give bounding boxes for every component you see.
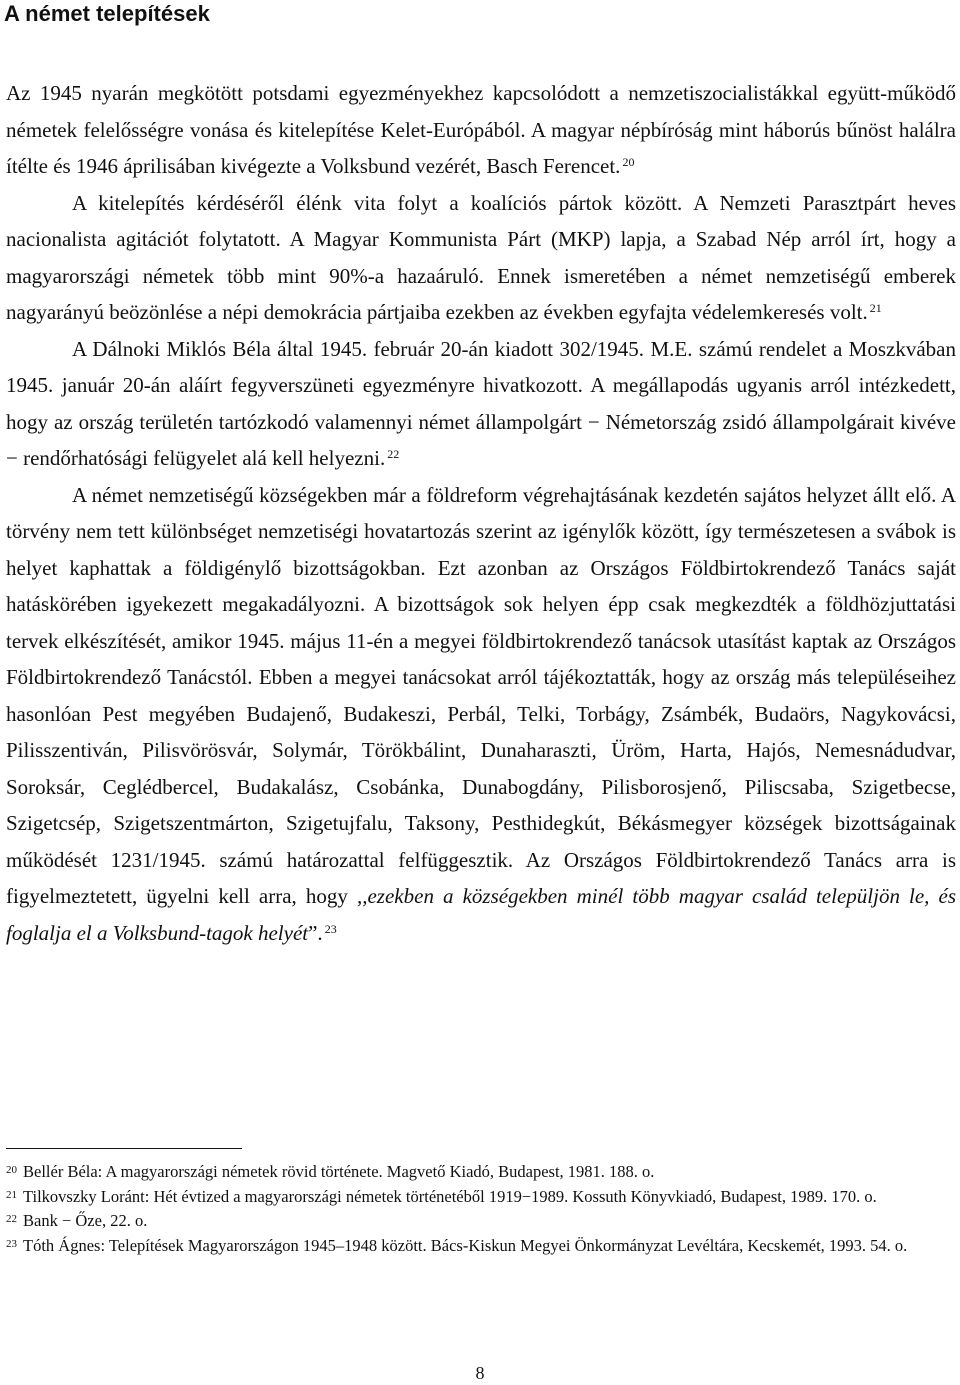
- paragraph-3-text: A Dálnoki Miklós Béla által 1945. február 20-án kiadott 302/1945. M.E. számú rendelet a Moszkvában 1945. január 20-án aláírt fegyverszüneti egyezményre hivatkozott. A megállapodás ugyanis arról intézkedett, hogy az ország területén tartózkodó valamennyi német állampolgárt − Németország zsidó állampolgárait kivéve − rendőrhatósági felügyelet alá kell helyezni.: [6, 336, 956, 470]
- paragraph-4-text: A német nemzetiségű községekben már a földreform végrehajtásának kezdetén sajátos helyzet állt elő. A törvény nem tett különbséget nemzetiségi hovatartozás szerint az igénylők között, így természetesen a svábok is helyet kaphattak a földigénylő bizottságokban. Ezt azonban az Országos Földbirtokrendező Tanács saját hatáskörében igyekezett megakadályozni. A bizottságok sok helyen épp csak megkezdték a földhözjuttatási tervek elkészítését, amikor 1945. május 11-én a megyei földbirtokrendező tanácsok utasítást kaptak az Országos Földbirtokrendező Tanácstól. Ebben a megyei tanácsokat arról tájékoztatták, hogy az ország más településeihez hasonlóan Pest megyében Budajenő, Budakeszi, Perbál, Telki, Torbágy, Zsámbék, Budaörs, Nagykovácsi, Pilisszentiván, Pilisvörösvár, Solymár, Törökbálint, Dunaharaszti, Üröm, Harta, Hajós, Nemesnádudvar, Soroksár, Ceglédbercel, Budakalász, Csobánka, Dunabogdány, Pilisborosjenő, Piliscsaba, Szigetbecse, Szigetcsép, Szigetszentmárton, Szigetujfalu, Taksony, Pesthidegkút, Békásmegyer községek bizottságainak működését 1231/1945. számú határozattal felfüggesztik. Az Országos Földbirtokrendező Tanács arra is figyelmeztetett, ügyelni kell arra, hogy: [6, 482, 956, 908]
- footnote-text: Tóth Ágnes: Telepítések Magyarországon 1945–1948 között. Bács-Kiskun Megyei Önkormányzat Levéltára, Kecskemét, 1993. 54. o.: [23, 1235, 908, 1255]
- footnote-20: [6, 1160, 956, 1185]
- footnote-text: Bellér Béla: A magyarországi németek rövid története. Magvető Kiadó, Budapest, 1981. 188. o.: [23, 1162, 655, 1181]
- paragraph-4: [6, 477, 956, 952]
- paragraph-1-text: Az 1945 nyarán megkötött potsdami egyezményekhez kapcsolódott a nemzetiszocialistákkal együtt-működő németek felelősségre vonása és kitelepítése Kelet-Európából. A magyar népbíróság mint háborús bűnöst halálra ítélte és 1946 áprilisában kivégezte a Volksbund vezérét, Basch Ferencet.: [6, 81, 956, 178]
- footnote-22: [6, 1209, 956, 1234]
- footnote-separator: [6, 1148, 242, 1149]
- footnote-number: 21: [6, 1188, 17, 1201]
- footnote-number: 23: [6, 1237, 17, 1250]
- footnote-number: 20: [6, 1164, 17, 1176]
- footnote-ref-23[interactable]: 23: [324, 921, 337, 936]
- footnote-ref-20[interactable]: 20: [622, 155, 635, 169]
- closing-quote: ”.: [308, 920, 323, 945]
- paragraph-3: [6, 331, 956, 477]
- paragraph-1: [6, 75, 956, 951]
- page-number: 8: [475, 1363, 485, 1383]
- footnote-ref-22[interactable]: 22: [387, 447, 400, 461]
- footnote-list: [6, 1160, 956, 1258]
- paragraph-2: [6, 185, 956, 331]
- quoted-instruction: ,,ezekben a községekben minél több magyar család települjön le, és foglalja el a Volksbund-tagok helyét: [6, 884, 957, 945]
- footnote-number: 22: [6, 1213, 17, 1225]
- footnote-23: [6, 1234, 956, 1259]
- footnote-text: Tilkovszky Loránt: Hét évtized a magyarországi németek történetéből 1919−1989. Kossuth Könyvkiadó, Budapest, 1989. 170. o.: [23, 1186, 877, 1206]
- section-heading: A német telepítések: [4, 1, 210, 26]
- paragraph-2-text: A kitelepítés kérdéséről élénk vita folyt a koalíciós pártok között. A Nemzeti Parasztpárt heves nacionalista agitációt folytatott. A Magyar Kommunista Párt (MKP) lapja, a Szabad Nép arról írt, hogy a magyarországi németek több mint 90%-a hazaáruló. Ennek ismeretében a német nemzetiségű emberek nagyarányú beözönlése a népi demokrácia pártjaiba ezekben az években egyfajta védelemkeresés volt.: [6, 190, 956, 324]
- footnote-text: Bank − Őze, 22. o.: [23, 1211, 148, 1230]
- footnote-21: [6, 1185, 956, 1210]
- footnote-ref-21[interactable]: 21: [869, 301, 882, 315]
